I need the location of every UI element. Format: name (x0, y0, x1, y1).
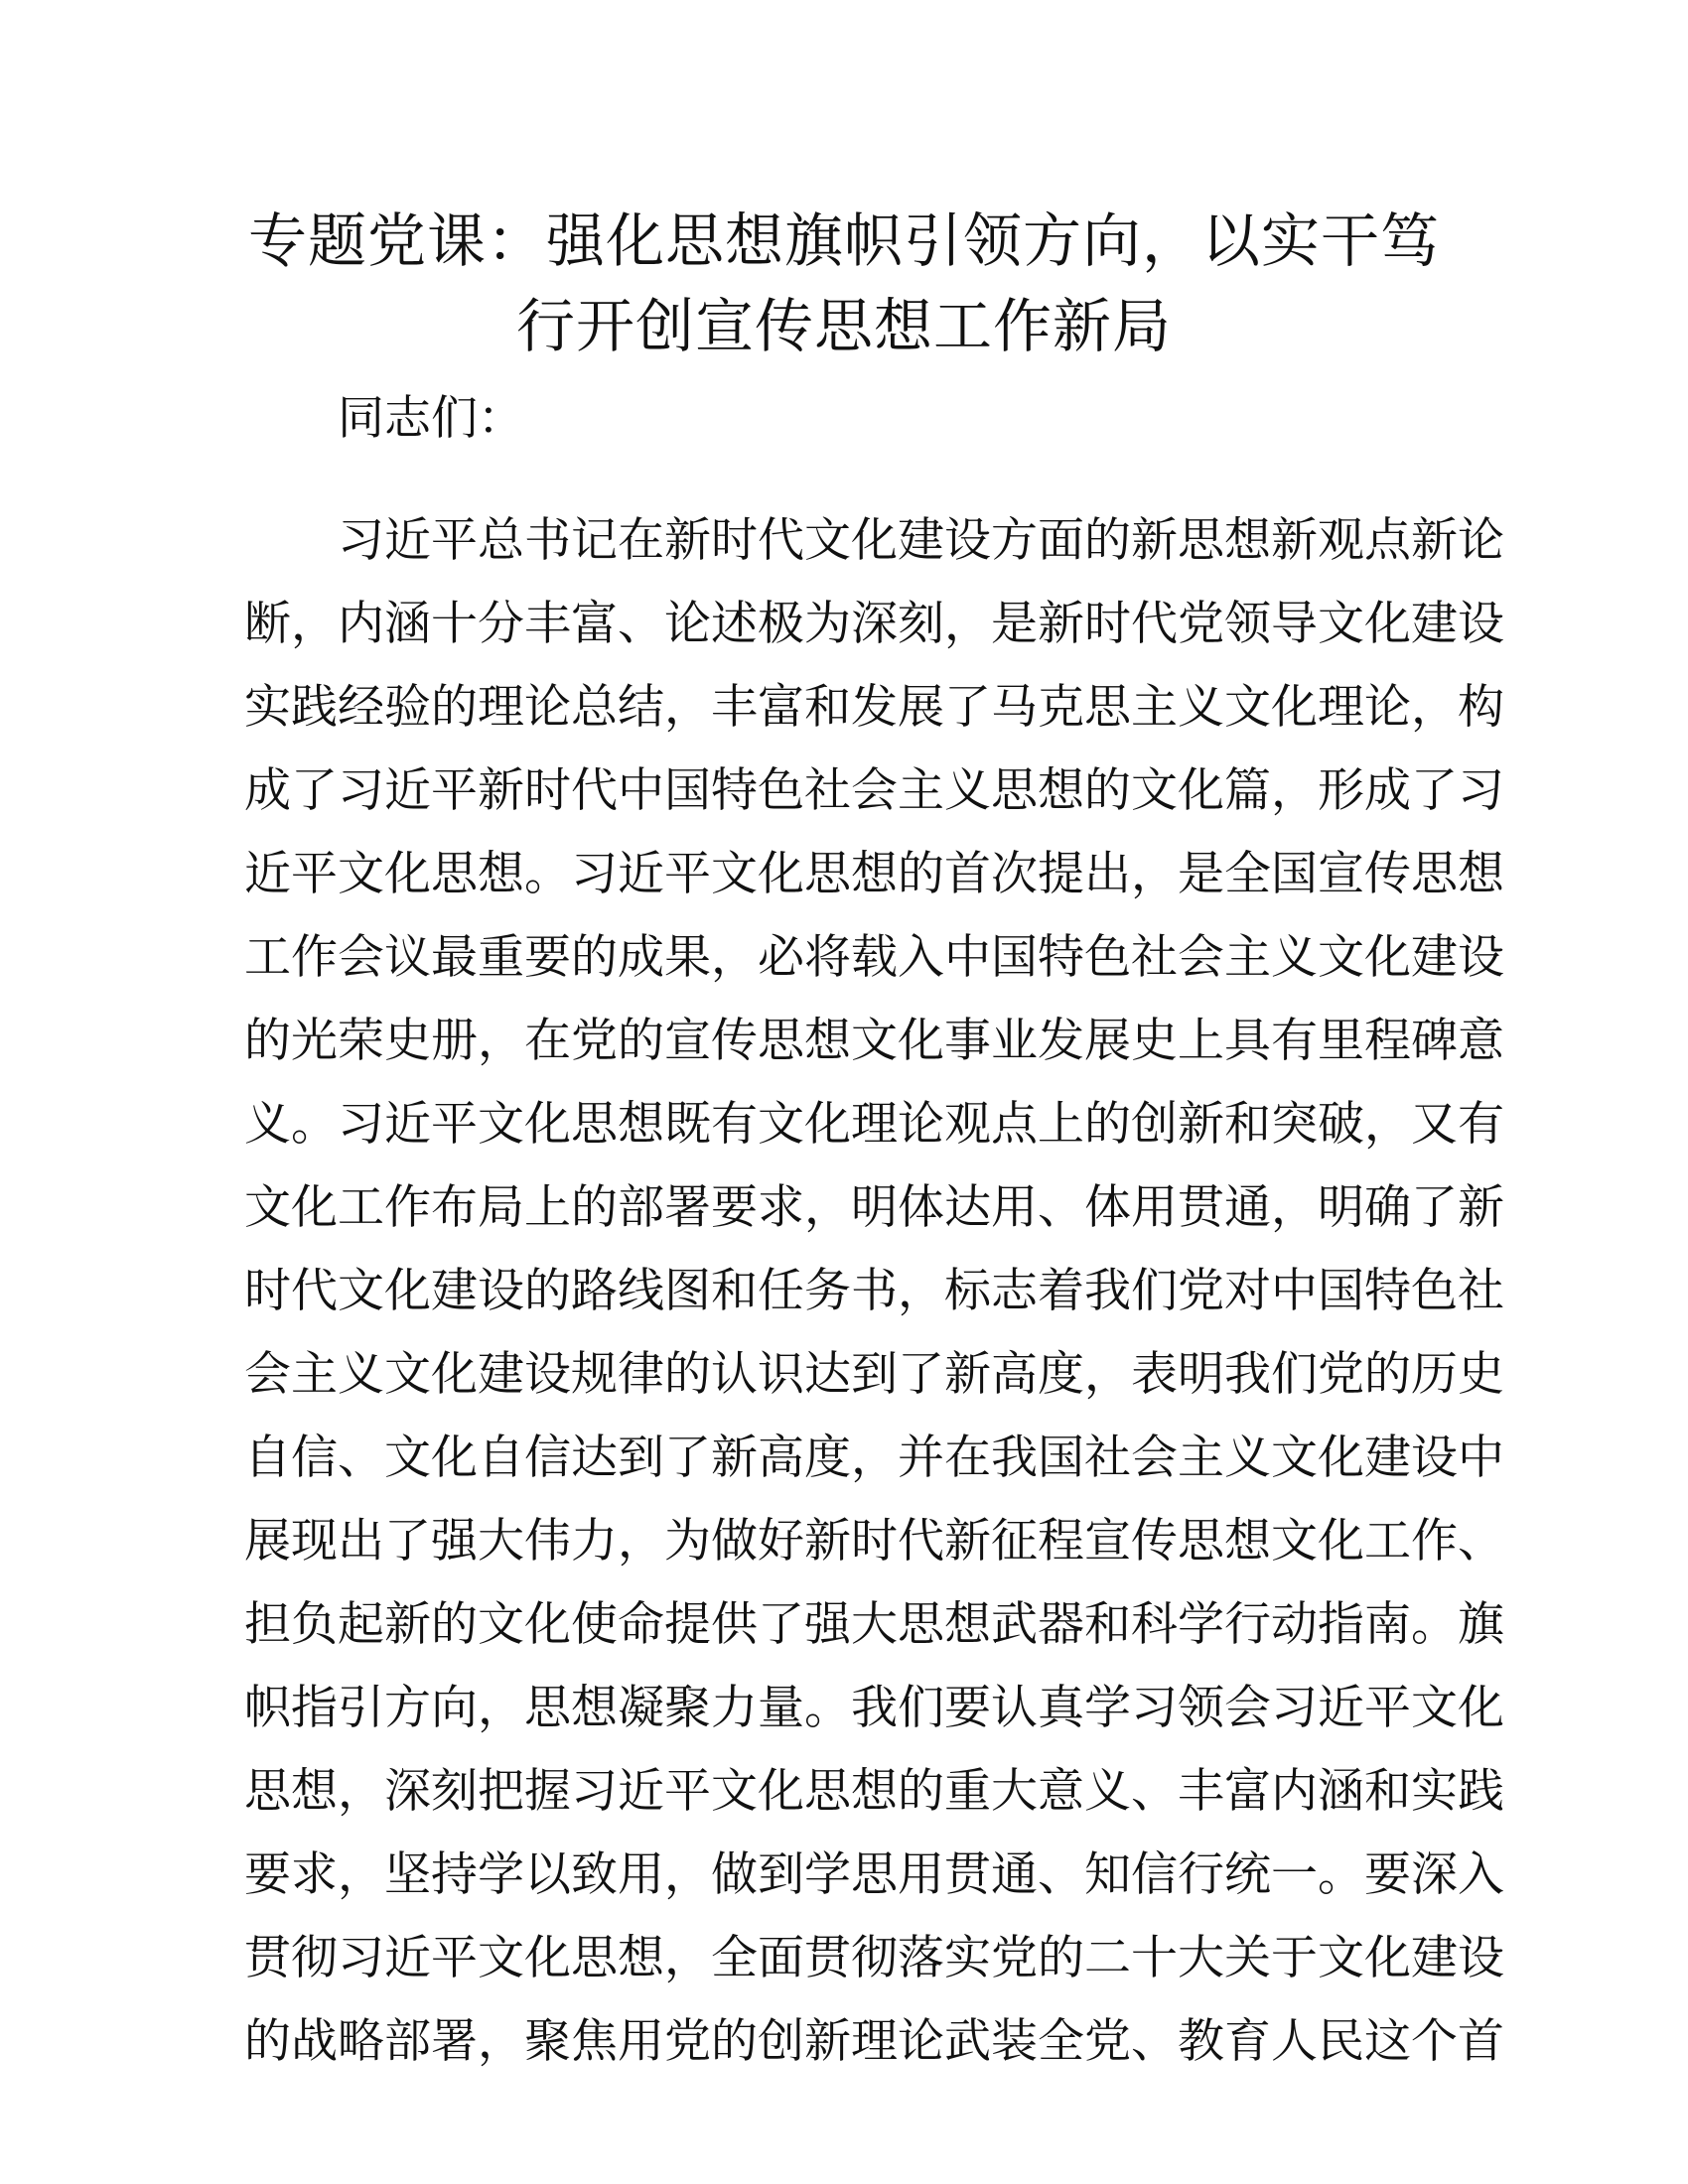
paragraph-line: 实践经验的理论总结，丰富和发展了马克思主义文化理论，构 (244, 680, 1504, 735)
document-body (244, 377, 1504, 2084)
paragraph-line: 的光荣史册，在党的宣传思想文化事业发展史上具有里程碑意 (244, 1014, 1504, 1068)
paragraph-line: 担负起新的文化使命提供了强大思想武器和科学行动指南。旗 (244, 1597, 1504, 1652)
title-line-2: 行开创宣传思想工作新局 (515, 292, 1172, 360)
paragraph-line: 近平文化思想。习近平文化思想的首次提出，是全国宣传思想 (244, 847, 1504, 901)
paragraph-line: 贯彻习近平文化思想，全面贯彻落实党的二十大关于文化建设 (244, 1931, 1504, 1985)
paragraph-line: 思想，深刻把握习近平文化思想的重大意义、丰富内涵和实践 (244, 1764, 1504, 1819)
paragraph-line: 要求，坚持学以致用，做到学思用贯通、知信行统一。要深入 (244, 1847, 1504, 1902)
body-paragraph (244, 499, 1504, 2084)
paragraph-line: 自信、文化自信达到了新高度，并在我国社会主义文化建设中 (244, 1431, 1504, 1485)
document-title (238, 199, 1450, 369)
paragraph-line: 文化工作布局上的部署要求，明体达用、体用贯通，明确了新 (244, 1180, 1504, 1235)
title-line-1: 专题党课：强化思想旗帜引领方向，以实干笃 (247, 206, 1440, 275)
paragraph-line: 习近平总书记在新时代文化建设方面的新思想新观点新论 (338, 513, 1504, 568)
paragraph-line: 会主义文化建设规律的认识达到了新高度，表明我们党的历史 (244, 1347, 1504, 1402)
salutation: 同志们： (338, 391, 524, 446)
paragraph-line: 义。习近平文化思想既有文化理论观点上的创新和突破，又有 (244, 1097, 1504, 1152)
paragraph-line: 展现出了强大伟力，为做好新时代新征程宣传思想文化工作、 (244, 1514, 1504, 1569)
paragraph-line: 成了习近平新时代中国特色社会主义思想的文化篇，形成了习 (244, 763, 1504, 818)
paragraph-line: 的战略部署，聚焦用党的创新理论武装全党、教育人民这个首 (244, 2014, 1504, 2069)
paragraph-line: 断，内涵十分丰富、论述极为深刻，是新时代党领导文化建设 (244, 597, 1504, 651)
paragraph-line: 工作会议最重要的成果，必将载入中国特色社会主义文化建设 (244, 930, 1504, 985)
paragraph-spacer (244, 461, 1446, 499)
paragraph-line: 帜指引方向，思想凝聚力量。我们要认真学习领会习近平文化 (244, 1681, 1504, 1735)
paragraph-line: 时代文化建设的路线图和任务书，标志着我们党对中国特色社 (244, 1264, 1504, 1318)
